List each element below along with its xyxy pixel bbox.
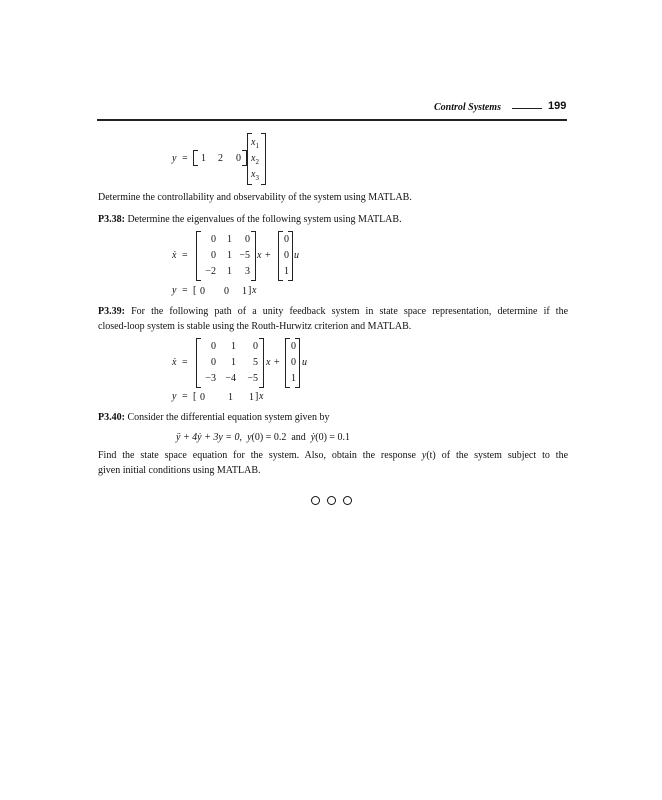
problem-p3-39 — [98, 305, 568, 318]
response-arg: (t) — [426, 450, 436, 461]
problem-p3-38 — [98, 213, 402, 226]
output-lhs: y — [172, 391, 177, 402]
problem-label: P3.39: — [98, 306, 125, 317]
initial-condition-value: (0) = 0.2 — [251, 432, 287, 443]
matrix-a-cell: 1 — [227, 234, 232, 245]
p3-40-paragraph-line-1: Find the state space equation for the system. Also, obtain the response y(t) of the system subject to the — [98, 450, 569, 461]
controllability-instruction: Determine the controllability and observability of the system using MATLAB. — [98, 192, 412, 203]
matrix-a-cell: 0 — [211, 357, 216, 368]
xdot-symbol: ẋ — [172, 250, 177, 261]
equals-sign: = — [182, 391, 188, 402]
state-vector-cell: $x_3$ — [251, 169, 259, 182]
matrix-c-cell: 0 — [200, 392, 205, 403]
equals-sign: = — [182, 357, 188, 368]
matrix-c-cell: 0 — [200, 286, 205, 297]
state-x-symbol: x — [257, 250, 262, 261]
state-x-symbol: x — [259, 391, 264, 402]
matrix-a-cell: 1 — [231, 357, 236, 368]
equals-sign: = — [182, 250, 188, 261]
matrix-b-cell: 0 — [284, 234, 289, 245]
page-number: 199 — [548, 100, 567, 112]
matrix-a-cell: −3 — [205, 373, 216, 384]
input-u-symbol: u — [302, 357, 307, 368]
initial-condition-fn: y — [247, 432, 252, 443]
problem-p3-40 — [98, 411, 329, 424]
matrix-a-cell: 1 — [231, 341, 236, 352]
matrix-b-cell: 1 — [291, 373, 296, 384]
matrix-b-cell: 0 — [284, 250, 289, 261]
matrix-a-cell: 0 — [211, 250, 216, 261]
ode-expression: ÿ + 4ẏ + 3y = 0, — [176, 432, 243, 443]
matrix-a-cell: 3 — [245, 266, 250, 277]
bracket-close: ] — [248, 285, 252, 296]
matrix-a-cell: 1 — [227, 250, 232, 261]
state-x-symbol: x — [252, 285, 257, 296]
matrix-b-cell: 1 — [284, 266, 289, 277]
row-vector-cell: 2 — [218, 153, 223, 164]
matrix-a-bracket-right — [259, 338, 264, 388]
matrix-a-bracket-right — [251, 231, 256, 281]
bracket-close: ] — [255, 391, 259, 402]
problem-text: Consider the differential equation system given by — [127, 412, 330, 423]
input-u-symbol: u — [294, 250, 299, 261]
matrix-c-cell: 0 — [224, 286, 229, 297]
matrix-b-cell: 0 — [291, 341, 296, 352]
problem-text: For the following path of a unity feedback system in state space representation, determine if the — [131, 306, 569, 317]
matrix-a-cell: −5 — [247, 373, 258, 384]
bracket-open: [ — [193, 391, 197, 402]
matrix-a-cell: −2 — [205, 266, 216, 277]
output-lhs: y — [172, 285, 177, 296]
matrix-b-cell: 0 — [291, 357, 296, 368]
problem-label: P3.40: — [98, 412, 125, 423]
running-header-title: Control Systems — [434, 102, 501, 113]
matrix-a-cell: 0 — [245, 234, 250, 245]
p3-40-paragraph-line-2: given initial conditions using MATLAB. — [98, 465, 261, 476]
output-lhs: y — [172, 153, 177, 164]
matrix-a-cell: 0 — [211, 341, 216, 352]
matrix-a-cell: 1 — [227, 266, 232, 277]
problem-label: P3.38: — [98, 214, 125, 225]
state-vector-bracket-right — [261, 133, 266, 185]
plus-sign: + — [265, 250, 271, 261]
problem-p3-39-continued: closed-loop system is stable using the Routh-Hurwitz criterion and MATLAB. — [98, 321, 412, 332]
header-dash — [512, 108, 542, 109]
initial-condition-value: (0) = 0.1 — [315, 432, 351, 443]
plus-sign: + — [274, 357, 280, 368]
state-x-symbol: x — [266, 357, 271, 368]
bracket-open: [ — [193, 285, 197, 296]
xdot-symbol: ẋ — [172, 357, 177, 368]
initial-condition-fn: ẏ — [310, 432, 316, 443]
problem-text: Determine the eigenvalues of the following system using MATLAB. — [127, 214, 402, 225]
response-fn: y — [421, 450, 427, 461]
matrix-c-cell: 1 — [249, 392, 254, 403]
matrix-c-cell: 1 — [228, 392, 233, 403]
matrix-a-cell: −4 — [225, 373, 236, 384]
differential-equation — [176, 431, 350, 444]
matrix-b-bracket-right — [295, 338, 300, 388]
and-word: and — [291, 432, 306, 443]
header-rule — [97, 119, 567, 121]
matrix-c-cell: 1 — [242, 286, 247, 297]
matrix-a-cell: 0 — [211, 234, 216, 245]
matrix-a-cell: 5 — [253, 357, 258, 368]
equals-sign: = — [182, 285, 188, 296]
row-vector-cell: 0 — [236, 153, 241, 164]
row-vector-cell: 1 — [201, 153, 206, 164]
equals-sign: = — [182, 153, 188, 164]
state-vector-cell: $x_1$ — [251, 137, 259, 150]
matrix-b-bracket-right — [288, 231, 293, 281]
state-vector-cell: $x_2$ — [251, 153, 259, 166]
matrix-a-cell: −5 — [239, 250, 250, 261]
matrix-a-cell: 0 — [253, 341, 258, 352]
